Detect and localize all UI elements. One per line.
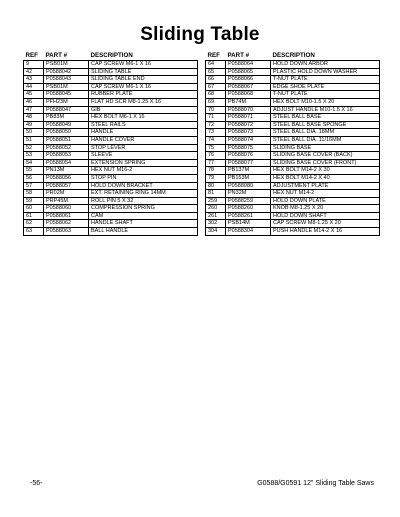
ref-cell: 58 (24, 190, 44, 198)
ref-cell: 75 (206, 144, 226, 152)
description-cell: STEEL BALL DIA. 18MM (271, 129, 380, 137)
part-number-cell: P0588073 (226, 129, 271, 137)
part-number-cell: PSB01M (44, 83, 89, 91)
table-row (24, 228, 198, 236)
ref-cell: 56 (24, 174, 44, 182)
description-cell: SLIDING BASE (271, 144, 380, 152)
table-row (206, 152, 380, 160)
description-cell: SLIDING BASE COVER (BACK) (271, 152, 380, 160)
description-cell: RUBBER PLATE (89, 91, 198, 99)
table-row (206, 220, 380, 228)
ref-cell: 69 (206, 98, 226, 106)
part-number-cell: PFH23M (44, 98, 89, 106)
ref-cell: 70 (206, 106, 226, 114)
table-header-row (24, 51, 198, 61)
part-number-cell: PR02M (44, 190, 89, 198)
ref-cell: 67 (206, 83, 226, 91)
table-row (206, 61, 380, 69)
part-number-cell: PB83M (44, 114, 89, 122)
description-cell: COMPRESSION SPRING (89, 205, 198, 213)
table-row (24, 68, 198, 76)
table-row (206, 190, 380, 198)
ref-cell: 60 (24, 205, 44, 213)
table-row (206, 159, 380, 167)
ref-header: REF (25, 52, 38, 59)
part-number-cell: P0588068 (226, 91, 271, 99)
description-cell: ADJUSTMENT PLATE (271, 182, 380, 190)
table-row (24, 144, 198, 152)
ref-cell: 45 (24, 91, 44, 99)
part-number-cell: P0588045 (44, 91, 89, 99)
description-cell: HOLD DOWN ARBOR (271, 61, 380, 69)
ref-cell: 46 (24, 98, 44, 106)
parts-list-right (206, 61, 380, 236)
description-cell: EXT. RETAINING RING 14MM (89, 190, 198, 198)
table-row (206, 91, 380, 99)
description-cell: SLIDING BASE COVER (FRONT) (271, 159, 380, 167)
description-cell: CAP SCREW M6-1 X 16 (89, 61, 198, 69)
ref-cell: 77 (206, 159, 226, 167)
part-number-cell: P0588066 (226, 76, 271, 84)
description-cell: STEEL BALL BASE (271, 114, 380, 122)
parts-table-right (205, 51, 380, 236)
part-number-cell: P0588080 (226, 182, 271, 190)
ref-cell: 59 (24, 197, 44, 205)
table-row (206, 228, 380, 236)
table-row (206, 136, 380, 144)
part-number-cell: P0588076 (226, 152, 271, 160)
description-cell: HOLD DOWN BRACKET (89, 182, 198, 190)
part-number-cell: P0588075 (226, 144, 271, 152)
ref-cell: 259 (206, 197, 226, 205)
description-header: DESCRIPTION (90, 52, 133, 59)
part-number-cell: P0588065 (226, 68, 271, 76)
description-cell: ROLL PIN 5 X 32 (89, 197, 198, 205)
ref-cell: 50 (24, 129, 44, 137)
table-row (24, 114, 198, 122)
part-number-cell: P0588054 (44, 159, 89, 167)
description-cell: HEX BOLT M14-2 X 40 (271, 174, 380, 182)
table-row (206, 205, 380, 213)
part-number-cell: P0588259 (226, 197, 271, 205)
table-row (206, 144, 380, 152)
description-cell: STEEL BALL DIA. 11/16MM (271, 136, 380, 144)
part-number-cell: PB74M (226, 98, 271, 106)
description-cell: HEX NUT M16-2 (89, 167, 198, 175)
table-row (206, 167, 380, 175)
part-number-cell: P0588052 (44, 144, 89, 152)
part-number-cell: PN13M (44, 167, 89, 175)
table-row (24, 174, 198, 182)
ref-cell: 64 (206, 61, 226, 69)
description-cell: HEX BOLT M6-1 X 16 (89, 114, 198, 122)
description-cell: SLIDING TABLE END (89, 76, 198, 84)
part-number-cell: P0588050 (44, 129, 89, 137)
part-number-cell: P0588051 (44, 136, 89, 144)
table-row (24, 76, 198, 84)
ref-cell: 57 (24, 182, 44, 190)
description-cell: HANDLE COVER (89, 136, 198, 144)
part-number-cell: P0588062 (44, 220, 89, 228)
table-row (24, 91, 198, 99)
ref-cell: 9 (24, 61, 44, 69)
table-row (24, 167, 198, 175)
ref-cell: 80 (206, 182, 226, 190)
table-header-row (206, 51, 380, 61)
description-cell: STOP PIN (89, 174, 198, 182)
description-cell: STEEL BALL BASE SPONGE (271, 121, 380, 129)
part-header: PART # (227, 52, 250, 59)
parts-table-left (23, 51, 198, 236)
description-cell: CAM (89, 212, 198, 220)
table-row (206, 121, 380, 129)
part-number-cell: P0588261 (226, 212, 271, 220)
description-cell: STOP LEVER (89, 144, 198, 152)
part-number-cell: P0588057 (44, 182, 89, 190)
ref-cell: 43 (24, 76, 44, 84)
table-row (24, 152, 198, 160)
ref-cell: 51 (24, 136, 44, 144)
description-cell: T-NUT PLATE (271, 91, 380, 99)
description-cell: HOLD DOWN SHAFT (271, 212, 380, 220)
ref-cell: 76 (206, 152, 226, 160)
ref-cell: 53 (24, 152, 44, 160)
table-row (24, 197, 198, 205)
ref-cell: 79 (206, 174, 226, 182)
part-number-cell: PN32M (226, 190, 271, 198)
table-row (24, 83, 198, 91)
table-row (206, 212, 380, 220)
ref-cell: 65 (206, 68, 226, 76)
description-cell: FLAT HD SCR M8-1.25 X 16 (89, 98, 198, 106)
table-row (206, 182, 380, 190)
table-row (206, 197, 380, 205)
part-number-cell: P0588063 (44, 228, 89, 236)
part-number-cell: P0588053 (44, 152, 89, 160)
part-number-cell: P0588060 (44, 205, 89, 213)
description-cell: HEX BOLT M14-2 X 30 (271, 167, 380, 175)
table-row (206, 68, 380, 76)
description-cell: STEEL RAILS (89, 121, 198, 129)
description-cell: PLASTIC HOLD DOWN WASHER (271, 68, 380, 76)
document-title: G0588/G0591 12" Sliding Table Saws (257, 480, 374, 487)
description-cell: CAP SCREW M8-1.25 X 20 (271, 220, 380, 228)
part-number-cell: P0588043 (44, 76, 89, 84)
table-row (24, 182, 198, 190)
description-cell: GIB (89, 106, 198, 114)
table-row (206, 76, 380, 84)
ref-cell: 42 (24, 68, 44, 76)
ref-header: REF (207, 52, 220, 59)
part-number-cell: P0588260 (226, 205, 271, 213)
table-row (24, 61, 198, 69)
description-cell: HANDLE SHAFT (89, 220, 198, 228)
part-number-cell: P0588304 (226, 228, 271, 236)
parts-list-left (24, 61, 198, 236)
description-cell: HOLD DOWN PLATE (271, 197, 380, 205)
ref-cell: 68 (206, 91, 226, 99)
table-row (24, 220, 198, 228)
table-row (24, 205, 198, 213)
description-cell: HEX NUT M14-2 (271, 190, 380, 198)
part-number-cell: P0588071 (226, 114, 271, 122)
part-header: PART # (45, 52, 68, 59)
description-cell: KNOB M8-1.25 X 20 (271, 205, 380, 213)
description-cell: HANDLE (89, 129, 198, 137)
ref-cell: 52 (24, 144, 44, 152)
ref-cell: 73 (206, 129, 226, 137)
part-number-cell: P0588070 (226, 106, 271, 114)
description-cell: CAP SCREW M6-1 X 16 (89, 83, 198, 91)
ref-cell: 261 (206, 212, 226, 220)
ref-cell: 72 (206, 121, 226, 129)
table-row (206, 114, 380, 122)
ref-cell: 74 (206, 136, 226, 144)
ref-cell: 54 (24, 159, 44, 167)
table-row (206, 106, 380, 114)
description-cell: T-NUT PLATE (271, 76, 380, 84)
table-row (24, 212, 198, 220)
ref-cell: 302 (206, 220, 226, 228)
page-title: Sliding Table (140, 24, 260, 45)
part-number-cell: P0588072 (226, 121, 271, 129)
table-row (24, 190, 198, 198)
ref-cell: 78 (206, 167, 226, 175)
ref-cell: 71 (206, 114, 226, 122)
ref-cell: 304 (206, 228, 226, 236)
description-cell: SLIDING TABLE (89, 68, 198, 76)
part-number-cell: P0588056 (44, 174, 89, 182)
part-number-cell: P0588042 (44, 68, 89, 76)
ref-cell: 260 (206, 205, 226, 213)
ref-cell: 55 (24, 167, 44, 175)
ref-cell: 62 (24, 220, 44, 228)
part-number-cell: P0588064 (226, 61, 271, 69)
table-row (24, 159, 198, 167)
ref-cell: 63 (24, 228, 44, 236)
table-row (24, 129, 198, 137)
page-number: -56- (30, 480, 43, 487)
part-number-cell: PB153M (226, 174, 271, 182)
description-cell: HEX BOLT M10-1.5 X 20 (271, 98, 380, 106)
part-number-cell: PRP45M (44, 197, 89, 205)
ref-cell: 48 (24, 114, 44, 122)
part-number-cell: P0588074 (226, 136, 271, 144)
table-row (24, 98, 198, 106)
table-row (206, 83, 380, 91)
ref-cell: 81 (206, 190, 226, 198)
ref-cell: 66 (206, 76, 226, 84)
part-number-cell: P0588067 (226, 83, 271, 91)
ref-cell: 47 (24, 106, 44, 114)
part-number-cell: P0588049 (44, 121, 89, 129)
description-cell: EXTENSION SPRING (89, 159, 198, 167)
description-header: DESCRIPTION (272, 52, 315, 59)
part-number-cell: P0588047 (44, 106, 89, 114)
table-row (24, 136, 198, 144)
table-row (206, 98, 380, 106)
part-number-cell: P0588061 (44, 212, 89, 220)
description-cell: SLEEVE (89, 152, 198, 160)
part-number-cell: P0588077 (226, 159, 271, 167)
description-cell: BALL HANDLE (89, 228, 198, 236)
part-number-cell: PB137M (226, 167, 271, 175)
table-row (24, 121, 198, 129)
part-number-cell: PSB14M (226, 220, 271, 228)
table-row (24, 106, 198, 114)
ref-cell: 61 (24, 212, 44, 220)
table-row (206, 129, 380, 137)
description-cell: PUSH HANDLE M14-2 X 16 (271, 228, 380, 236)
part-number-cell: PSB01M (44, 61, 89, 69)
description-cell: ADJUST HANDLE M10-1.5 X 16 (271, 106, 380, 114)
description-cell: EDGE SHOE PLATE (271, 83, 380, 91)
ref-cell: 49 (24, 121, 44, 129)
table-row (206, 174, 380, 182)
ref-cell: 44 (24, 83, 44, 91)
